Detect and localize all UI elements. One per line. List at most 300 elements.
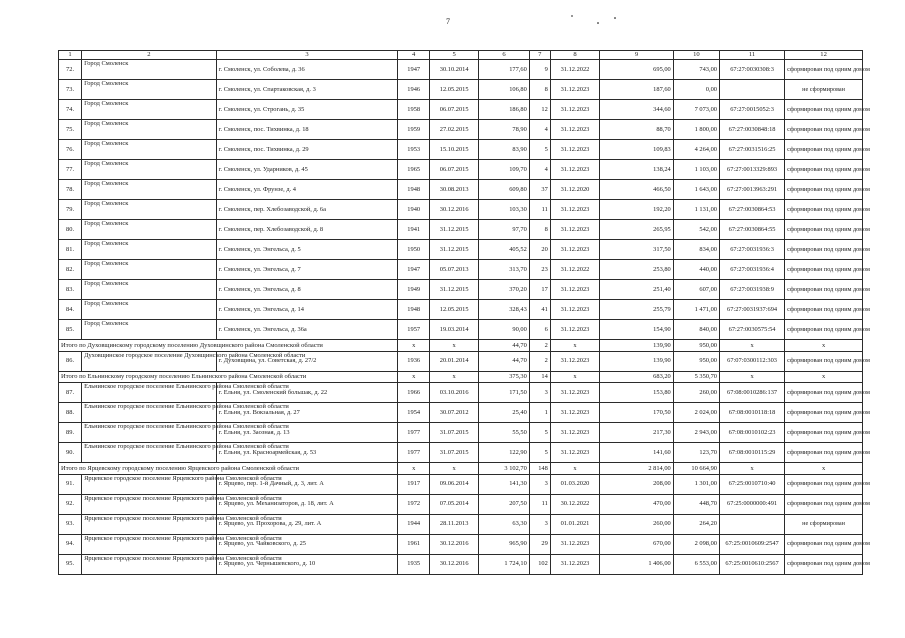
column-10-cell: 4 264,00 <box>673 140 719 160</box>
land-status-cell: сформирован под одним домом <box>785 200 863 220</box>
planned-date-cell: 31.12.2023 <box>550 280 599 300</box>
municipality-cell: Ельнинское городское поселение Ельнинского района Смоленской области <box>82 383 217 403</box>
area-cell: 328,43 <box>479 300 529 320</box>
row-number: 77. <box>59 160 82 180</box>
column-9-cell: 153,80 <box>600 383 674 403</box>
year-built-cell: 1940 <box>398 200 430 220</box>
column-10-cell: 123,70 <box>673 443 719 463</box>
table-row <box>59 514 863 534</box>
table-row <box>59 383 863 403</box>
column-number: 8 <box>550 51 599 60</box>
residents-cell: 2 <box>529 340 550 352</box>
subtotal-label: Итого по Ярцевскому городскому поселению Ярцевского района Смоленской области <box>59 463 398 475</box>
recognition-date-cell: 19.03.2014 <box>429 320 478 340</box>
address-cell: г. Смоленск, ул. Фрунзе, д. 4 <box>216 180 398 200</box>
year-built-cell: 1944 <box>398 514 430 534</box>
column-number-row <box>59 51 863 60</box>
year-built-cell: x <box>398 371 430 383</box>
year-built-cell: 1972 <box>398 494 430 514</box>
row-number: 76. <box>59 140 82 160</box>
residents-cell: 5 <box>529 423 550 443</box>
address-cell: г. Смоленск, ул. Спартаковская, д. 3 <box>216 80 398 100</box>
column-number: 9 <box>600 51 674 60</box>
residents-cell: 37 <box>529 180 550 200</box>
area-cell: 171,50 <box>479 383 529 403</box>
address-cell: г. Смоленск, пер. Хлебозаводской, д. 6а <box>216 200 398 220</box>
row-number: 84. <box>59 300 82 320</box>
area-cell: 25,40 <box>479 403 529 423</box>
land-status-cell: сформирован под одним домом <box>785 351 863 371</box>
municipality-cell: Ярцевское городское поселение Ярцевского района Смоленской области <box>82 514 217 534</box>
recognition-date-cell: 30.08.2013 <box>429 180 478 200</box>
address-cell: г. Смоленск, ул. Энгельса, д. 8 <box>216 280 398 300</box>
municipality-cell: Духовщинское городское поселение Духовщинского района Смоленской области <box>82 351 217 371</box>
recognition-date-cell: 31.12.2015 <box>429 280 478 300</box>
municipality-cell: Город Смоленск <box>82 280 217 300</box>
column-9-cell: 139,90 <box>600 340 674 352</box>
column-number: 6 <box>479 51 529 60</box>
municipality-cell: Город Смоленск <box>82 300 217 320</box>
cadastral-number-cell: 67:08:0010286:137 <box>719 383 784 403</box>
column-10-cell: 834,00 <box>673 240 719 260</box>
recognition-date-cell: 06.07.2015 <box>429 100 478 120</box>
column-10-cell: 1 643,00 <box>673 180 719 200</box>
column-9-cell: 695,00 <box>600 60 674 80</box>
column-10-cell: 0,00 <box>673 80 719 100</box>
recognition-date-cell: x <box>429 340 478 352</box>
table-row <box>59 554 863 574</box>
cadastral-number-cell <box>719 80 784 100</box>
table-row <box>59 140 863 160</box>
municipality-cell: Город Смоленск <box>82 180 217 200</box>
year-built-cell: x <box>398 463 430 475</box>
cadastral-number-cell: 67:27:0030864:55 <box>719 220 784 240</box>
residents-cell: 12 <box>529 100 550 120</box>
recognition-date-cell: 30.12.2016 <box>429 554 478 574</box>
area-cell: 44,70 <box>479 340 529 352</box>
area-cell: 106,80 <box>479 80 529 100</box>
column-10-cell: 1 131,00 <box>673 200 719 220</box>
cadastral-number-cell: 67:08:0010115:29 <box>719 443 784 463</box>
land-status-cell: не сформирован <box>785 80 863 100</box>
column-10-cell: 260,00 <box>673 383 719 403</box>
column-9-cell: 253,80 <box>600 260 674 280</box>
municipality-cell: Ярцевское городское поселение Ярцевского района Смоленской области <box>82 534 217 554</box>
recognition-date-cell: 12.05.2015 <box>429 80 478 100</box>
planned-date-cell: 31.12.2022 <box>550 60 599 80</box>
row-number: 82. <box>59 260 82 280</box>
area-cell: 609,80 <box>479 180 529 200</box>
row-number: 80. <box>59 220 82 240</box>
cadastral-number-cell: 67:07:0300112:303 <box>719 351 784 371</box>
area-cell: 44,70 <box>479 351 529 371</box>
area-cell: 63,30 <box>479 514 529 534</box>
cadastral-number-cell: 67:27:0031938:9 <box>719 280 784 300</box>
planned-date-cell: 30.12.2022 <box>550 494 599 514</box>
planned-date-cell: 01.03.2020 <box>550 474 599 494</box>
cadastral-number-cell: 67:08:0010102:23 <box>719 423 784 443</box>
row-number: 81. <box>59 240 82 260</box>
column-10-cell: 2 024,00 <box>673 403 719 423</box>
column-10-cell: 2 943,00 <box>673 423 719 443</box>
table-row <box>59 351 863 371</box>
year-built-cell: 1947 <box>398 260 430 280</box>
residents-cell: 8 <box>529 220 550 240</box>
row-number: 87. <box>59 383 82 403</box>
table-row <box>59 474 863 494</box>
address-cell: г. Смоленск, ул. Строгань, д. 35 <box>216 100 398 120</box>
cadastral-number-cell: x <box>719 463 784 475</box>
area-cell: 370,20 <box>479 280 529 300</box>
recognition-date-cell: 30.07.2012 <box>429 403 478 423</box>
column-9-cell: 260,00 <box>600 514 674 534</box>
recognition-date-cell: 31.07.2015 <box>429 443 478 463</box>
row-number: 74. <box>59 100 82 120</box>
year-built-cell: 1949 <box>398 280 430 300</box>
area-cell: 375,30 <box>479 371 529 383</box>
land-status-cell: сформирован под одним домом <box>785 383 863 403</box>
column-10-cell: 1 800,00 <box>673 120 719 140</box>
column-number: 11 <box>719 51 784 60</box>
cadastral-number-cell: 67:25:0010710:40 <box>719 474 784 494</box>
land-status-cell: сформирован под одним домом <box>785 554 863 574</box>
row-number: 85. <box>59 320 82 340</box>
scan-speck <box>597 22 599 24</box>
planned-date-cell: x <box>550 340 599 352</box>
address-cell: г. Смоленск, пер. Хлебозаводской, д. 8 <box>216 220 398 240</box>
land-status-cell: сформирован под одним домом <box>785 320 863 340</box>
municipality-cell: Город Смоленск <box>82 220 217 240</box>
residents-cell: 148 <box>529 463 550 475</box>
table-row <box>59 220 863 240</box>
recognition-date-cell: 28.11.2013 <box>429 514 478 534</box>
row-number: 88. <box>59 403 82 423</box>
table-row <box>59 300 863 320</box>
address-cell: г. Ярцево, ул. Чернышевского, д. 10 <box>216 554 398 574</box>
planned-date-cell: 31.12.2023 <box>550 443 599 463</box>
year-built-cell: 1917 <box>398 474 430 494</box>
year-built-cell: 1935 <box>398 554 430 574</box>
column-9-cell: 255,79 <box>600 300 674 320</box>
cadastral-number-cell: 67:25:0010609:2547 <box>719 534 784 554</box>
column-10-cell: 7 073,00 <box>673 100 719 120</box>
column-9-cell: 344,60 <box>600 100 674 120</box>
municipality-cell: Город Смоленск <box>82 120 217 140</box>
land-status-cell: сформирован под одним домом <box>785 60 863 80</box>
column-9-cell: 1 406,00 <box>600 554 674 574</box>
year-built-cell: 1957 <box>398 320 430 340</box>
area-cell: 965,90 <box>479 534 529 554</box>
municipality-cell: Ярцевское городское поселение Ярцевского района Смоленской области <box>82 474 217 494</box>
cadastral-number-cell: 67:25:0010610:2567 <box>719 554 784 574</box>
column-10-cell: 440,00 <box>673 260 719 280</box>
column-10-cell: 5 350,70 <box>673 371 719 383</box>
column-9-cell: 251,40 <box>600 280 674 300</box>
cadastral-number-cell: 67:27:0031936:3 <box>719 240 784 260</box>
column-9-cell: 317,50 <box>600 240 674 260</box>
municipality-cell: Ярцевское городское поселение Ярцевского района Смоленской области <box>82 494 217 514</box>
planned-date-cell: 31.12.2023 <box>550 80 599 100</box>
year-built-cell: 1977 <box>398 423 430 443</box>
planned-date-cell: 31.12.2023 <box>550 140 599 160</box>
table-row <box>59 494 863 514</box>
table-row <box>59 423 863 443</box>
residents-cell: 23 <box>529 260 550 280</box>
column-9-cell: 265,95 <box>600 220 674 240</box>
planned-date-cell: 31.12.2023 <box>550 120 599 140</box>
scan-speck <box>571 15 573 17</box>
recognition-date-cell: 31.12.2015 <box>429 240 478 260</box>
municipality-cell: Город Смоленск <box>82 80 217 100</box>
land-status-cell: не сформирован <box>785 514 863 534</box>
year-built-cell: 1948 <box>398 180 430 200</box>
address-cell: г. Смоленск, ул. Соболева, д. 36 <box>216 60 398 80</box>
address-cell: г. Ярцево, пер. 1-й Дачный, д. 3, лит. А <box>216 474 398 494</box>
table-row <box>59 403 863 423</box>
residents-cell: 102 <box>529 554 550 574</box>
column-10-cell: 1 471,00 <box>673 300 719 320</box>
land-status-cell: x <box>785 371 863 383</box>
cadastral-number-cell: 67:27:0031516:25 <box>719 140 784 160</box>
column-9-cell: 670,00 <box>600 534 674 554</box>
planned-date-cell: 31.12.2023 <box>550 320 599 340</box>
year-built-cell: 1954 <box>398 403 430 423</box>
column-10-cell: 264,20 <box>673 514 719 534</box>
column-9-cell: 683,20 <box>600 371 674 383</box>
residents-cell: 41 <box>529 300 550 320</box>
year-built-cell: 1936 <box>398 351 430 371</box>
address-cell: г. Смоленск, ул. Энгельса, д. 36а <box>216 320 398 340</box>
column-9-cell: 208,00 <box>600 474 674 494</box>
column-9-cell: 88,70 <box>600 120 674 140</box>
cadastral-number-cell <box>719 514 784 534</box>
housing-register-table <box>58 50 870 575</box>
table-row <box>59 160 863 180</box>
year-built-cell: 1961 <box>398 534 430 554</box>
column-number: 1 <box>59 51 82 60</box>
column-9-cell: 2 814,00 <box>600 463 674 475</box>
column-number: 5 <box>429 51 478 60</box>
row-number: 73. <box>59 80 82 100</box>
subtotal-row <box>59 340 863 352</box>
address-cell: г. Ярцево, ул. Механизаторов, д. 18, лит. А <box>216 494 398 514</box>
column-10-cell: 743,00 <box>673 60 719 80</box>
table-row <box>59 100 863 120</box>
recognition-date-cell: 03.10.2016 <box>429 383 478 403</box>
area-cell: 83,90 <box>479 140 529 160</box>
column-10-cell: 950,00 <box>673 340 719 352</box>
cadastral-number-cell: 67:27:0030848:18 <box>719 120 784 140</box>
planned-date-cell: 01.01.2021 <box>550 514 599 534</box>
municipality-cell: Город Смоленск <box>82 140 217 160</box>
row-number: 79. <box>59 200 82 220</box>
row-number: 90. <box>59 443 82 463</box>
recognition-date-cell: 31.07.2015 <box>429 423 478 443</box>
address-cell: г. Смоленск, ул. Ударников, д. 45 <box>216 160 398 180</box>
recognition-date-cell: 09.06.2014 <box>429 474 478 494</box>
recognition-date-cell: x <box>429 371 478 383</box>
table-row <box>59 280 863 300</box>
row-number: 78. <box>59 180 82 200</box>
address-cell: г. Ельня, ул. Вокзальная, д. 27 <box>216 403 398 423</box>
column-9-cell: 109,83 <box>600 140 674 160</box>
year-built-cell: 1941 <box>398 220 430 240</box>
row-number: 95. <box>59 554 82 574</box>
year-built-cell: x <box>398 340 430 352</box>
address-cell: г. Ельня, ул. Красноармейская, д. 53 <box>216 443 398 463</box>
municipality-cell: Ельнинское городское поселение Ельнинского района Смоленской области <box>82 443 217 463</box>
column-9-cell: 192,20 <box>600 200 674 220</box>
municipality-cell: Город Смоленск <box>82 240 217 260</box>
column-number: 2 <box>82 51 217 60</box>
column-10-cell: 542,00 <box>673 220 719 240</box>
area-cell: 109,70 <box>479 160 529 180</box>
area-cell: 207,50 <box>479 494 529 514</box>
cadastral-number-cell: 67:25:0000000:491 <box>719 494 784 514</box>
address-cell: г. Ярцево, ул. Чайковского, д. 25 <box>216 534 398 554</box>
municipality-cell: Город Смоленск <box>82 100 217 120</box>
planned-date-cell: 31.12.2023 <box>550 300 599 320</box>
column-10-cell: 2 098,00 <box>673 534 719 554</box>
municipality-cell: Ельнинское городское поселение Ельнинского района Смоленской области <box>82 403 217 423</box>
planned-date-cell: 31.12.2023 <box>550 240 599 260</box>
residents-cell: 3 <box>529 383 550 403</box>
land-status-cell: сформирован под одним домом <box>785 403 863 423</box>
municipality-cell: Ярцевское городское поселение Ярцевского района Смоленской области <box>82 554 217 574</box>
municipality-cell: Город Смоленск <box>82 320 217 340</box>
municipality-cell: Ельнинское городское поселение Ельнинского района Смоленской области <box>82 423 217 443</box>
land-status-cell: сформирован под одним домом <box>785 280 863 300</box>
area-cell: 141,30 <box>479 474 529 494</box>
address-cell: г. Смоленск, ул. Энгельса, д. 14 <box>216 300 398 320</box>
area-cell: 186,80 <box>479 100 529 120</box>
municipality-cell: Город Смоленск <box>82 60 217 80</box>
cadastral-number-cell: x <box>719 371 784 383</box>
planned-date-cell: 31.12.2023 <box>550 200 599 220</box>
planned-date-cell: 31.12.2023 <box>550 534 599 554</box>
row-number: 91. <box>59 474 82 494</box>
municipality-cell: Город Смоленск <box>82 200 217 220</box>
table-row <box>59 180 863 200</box>
row-number: 83. <box>59 280 82 300</box>
subtotal-label: Итого по Духовщинскому городскому поселению Духовщинского района Смоленской области <box>59 340 398 352</box>
table-row <box>59 443 863 463</box>
subtotal-label: Итого по Ельнинскому городскому поселению Ельнинского района Смоленской области <box>59 371 398 383</box>
year-built-cell: 1966 <box>398 383 430 403</box>
land-status-cell: сформирован под одним домом <box>785 240 863 260</box>
address-cell: г. Смоленск, ул. Энгельса, д. 7 <box>216 260 398 280</box>
cadastral-number-cell: 67:27:0030308:3 <box>719 60 784 80</box>
column-number: 12 <box>785 51 863 60</box>
residents-cell: 9 <box>529 60 550 80</box>
subtotal-row <box>59 371 863 383</box>
recognition-date-cell: 30.10.2014 <box>429 60 478 80</box>
cadastral-number-cell: 67:27:0013329:893 <box>719 160 784 180</box>
year-built-cell: 1965 <box>398 160 430 180</box>
residents-cell: 11 <box>529 200 550 220</box>
area-cell: 55,50 <box>479 423 529 443</box>
row-number: 92. <box>59 494 82 514</box>
land-status-cell: сформирован под одним домом <box>785 300 863 320</box>
land-status-cell: сформирован под одним домом <box>785 534 863 554</box>
table-row <box>59 80 863 100</box>
column-10-cell: 6 553,00 <box>673 554 719 574</box>
area-cell: 313,70 <box>479 260 529 280</box>
land-status-cell: сформирован под одним домом <box>785 474 863 494</box>
cadastral-number-cell: 67:27:0030864:53 <box>719 200 784 220</box>
land-status-cell: сформирован под одним домом <box>785 423 863 443</box>
recognition-date-cell: 12.05.2015 <box>429 300 478 320</box>
column-10-cell: 10 664,90 <box>673 463 719 475</box>
year-built-cell: 1950 <box>398 240 430 260</box>
residents-cell: 8 <box>529 80 550 100</box>
residents-cell: 1 <box>529 403 550 423</box>
planned-date-cell: x <box>550 463 599 475</box>
land-status-cell: сформирован под одним домом <box>785 220 863 240</box>
column-number: 3 <box>216 51 398 60</box>
cadastral-number-cell: 67:08:0010118:18 <box>719 403 784 423</box>
page-number: 7 <box>446 17 450 26</box>
address-cell: г. Смоленск, ул. Энгельса, д. 5 <box>216 240 398 260</box>
cadastral-number-cell: 67:27:0030575:54 <box>719 320 784 340</box>
column-9-cell: 187,60 <box>600 80 674 100</box>
row-number: 86. <box>59 351 82 371</box>
address-cell: г. Ельня, ул. Заозная, д. 13 <box>216 423 398 443</box>
column-9-cell: 154,90 <box>600 320 674 340</box>
table-row <box>59 60 863 80</box>
planned-date-cell: 31.12.2020 <box>550 180 599 200</box>
row-number: 72. <box>59 60 82 80</box>
column-9-cell: 217,30 <box>600 423 674 443</box>
land-status-cell: x <box>785 340 863 352</box>
planned-date-cell: 31.12.2023 <box>550 383 599 403</box>
land-status-cell: сформирован под одним домом <box>785 120 863 140</box>
column-9-cell: 466,50 <box>600 180 674 200</box>
residents-cell: 4 <box>529 120 550 140</box>
recognition-date-cell: x <box>429 463 478 475</box>
address-cell: г. Духовщина, ул. Советская, д. 27/2 <box>216 351 398 371</box>
address-cell: г. Смоленск, пос. Тихвинка, д. 29 <box>216 140 398 160</box>
planned-date-cell: 31.12.2023 <box>550 100 599 120</box>
recognition-date-cell: 30.12.2016 <box>429 534 478 554</box>
table-row <box>59 120 863 140</box>
residents-cell: 6 <box>529 320 550 340</box>
municipality-cell: Город Смоленск <box>82 160 217 180</box>
residents-cell: 4 <box>529 160 550 180</box>
row-number: 89. <box>59 423 82 443</box>
residents-cell: 5 <box>529 443 550 463</box>
recognition-date-cell: 30.12.2016 <box>429 200 478 220</box>
area-cell: 90,00 <box>479 320 529 340</box>
area-cell: 97,70 <box>479 220 529 240</box>
planned-date-cell: 31.12.2022 <box>550 260 599 280</box>
recognition-date-cell: 06.07.2015 <box>429 160 478 180</box>
row-number: 93. <box>59 514 82 534</box>
column-number: 4 <box>398 51 430 60</box>
residents-cell: 20 <box>529 240 550 260</box>
residents-cell: 17 <box>529 280 550 300</box>
planned-date-cell: 31.12.2023 <box>550 351 599 371</box>
column-10-cell: 950,00 <box>673 351 719 371</box>
address-cell: г. Смоленск, пос. Тихвинка, д. 18 <box>216 120 398 140</box>
column-9-cell: 138,24 <box>600 160 674 180</box>
cadastral-number-cell: x <box>719 340 784 352</box>
planned-date-cell: 31.12.2023 <box>550 554 599 574</box>
column-10-cell: 1 301,00 <box>673 474 719 494</box>
area-cell: 103,30 <box>479 200 529 220</box>
year-built-cell: 1977 <box>398 443 430 463</box>
planned-date-cell: 31.12.2023 <box>550 220 599 240</box>
